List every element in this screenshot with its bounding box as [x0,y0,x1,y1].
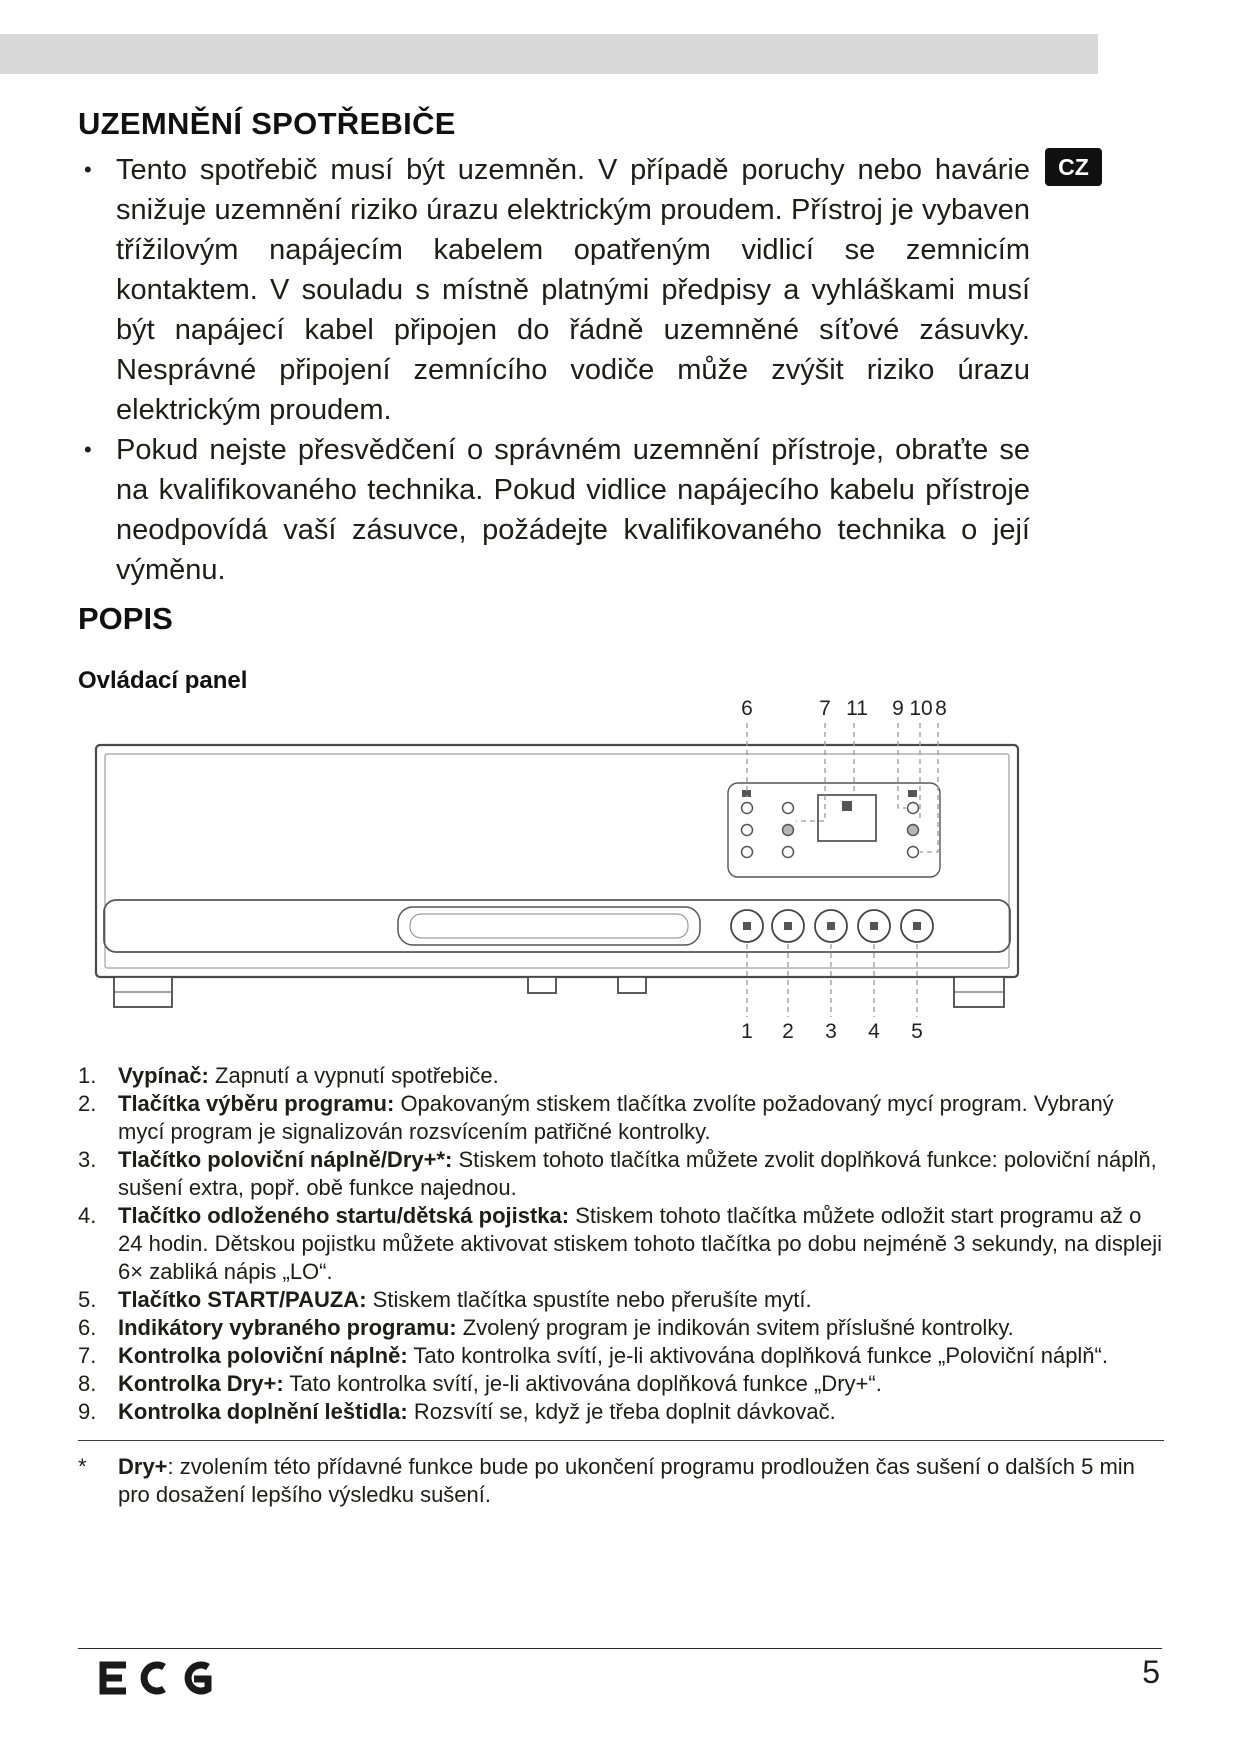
callout-9: 9 [892,697,904,720]
section-title-description: POPIS [78,601,173,636]
list-item-label: Kontrolka poloviční náplně: [118,1343,408,1368]
list-item-number: 4. [78,1203,97,1228]
list-item-number: 6. [78,1315,97,1340]
list-item-label: Kontrolka Dry+: [118,1371,284,1396]
list-item-number: 5. [78,1287,97,1312]
footnote [78,1453,1164,1509]
list-item-label: Tlačítka výběru programu: [118,1091,395,1116]
list-item-number: 9. [78,1399,97,1424]
callout-8: 8 [935,697,947,720]
list-item-label: Vypínač: [118,1063,209,1088]
bullet-text: Tento spotřebič musí být uzemněn. V případě poruchy nebo havárie snižuje uzemnění riziko úrazu elektrickým proudem. Přístroj je vybaven třížilovým napájecím kabelem opatřeným vidlicí se zemnicím kontaktem. V souladu s místně platnými předpisy a vyhláškami musí být napájecí kabel připojen do řádně uzemněné síťové zásuvky. Nesprávné připojení zemnícího vodiče může zvýšit riziko úrazu elektrickým proudem. [116,154,1030,426]
callout-5: 5 [911,1020,923,1043]
footnote-divider [78,1440,1164,1441]
list-item-text: Tato kontrolka svítí, je-li aktivována doplňková funkce „Dry+“. [289,1371,882,1396]
list-item-text: Zapnutí a vypnutí spotřebiče. [215,1063,499,1088]
list-item [78,1202,1164,1286]
footnote-marker: * [78,1454,87,1479]
list-item-text: Zvolený program je indikován svitem příslušné kontrolky. [462,1315,1014,1340]
grounding-bullets [78,150,1030,590]
list-item-text: Stiskem tohoto tlačítka můžete odložit start programu až o 24 hodin. Dětskou pojistku můžete aktivovat stiskem tohoto tlačítka po dobu nejméně 3 sekundy, na displeji 6× zabliká nápis „LO“. [118,1203,1162,1284]
callout-1: 1 [741,1020,753,1043]
footer-divider [78,1648,1162,1649]
callout-11: 11 [846,697,868,720]
list-item-text: Opakovaným stiskem tlačítka zvolíte požadovaný mycí program. Vybraný mycí program je signalizován rozsvícením patřičné kontrolky. [118,1091,1114,1144]
list-item [78,1370,1164,1398]
panel-outline [96,745,1018,977]
header-bar [0,34,1098,74]
footnote-text: : zvolením této přídavné funkce bude po ukončení programu prodloužen čas sušení o dalších 5 min pro dosažení lepšího výsledku sušení. [118,1454,1135,1507]
list-item-number: 7. [78,1343,97,1368]
bullet-text: Pokud nejste přesvědčení o správném uzemnění přístroje, obraťte se na kvalifikovaného technika. Pokud vidlice napájecího kabelu přístroje neodpovídá vaší zásuvce, požádejte kvalifikovaného technika o její výměnu. [116,434,1030,586]
list-item-label: Tlačítko START/PAUZA: [118,1287,367,1312]
list-item-label: Indikátory vybraného programu: [118,1315,457,1340]
list-item [78,1342,1164,1370]
list-item [78,1090,1164,1146]
list-item-number: 2. [78,1091,97,1116]
list-item-label: Kontrolka doplnění leštidla: [118,1399,408,1424]
list-item-text: Rozsvítí se, když je třeba doplnit dávkovač. [413,1399,836,1424]
bullet-item [78,430,1030,590]
section-title-grounding: UZEMNĚNÍ SPOTŘEBIČE [78,106,456,141]
list-item-label: Tlačítko odloženého startu/dětská pojistka: [118,1203,570,1228]
description-list [78,1062,1164,1509]
list-item-label: Tlačítko poloviční náplně/Dry+*: [118,1147,453,1172]
list-item-number: 8. [78,1371,97,1396]
list-item-number: 3. [78,1147,97,1172]
bullet-dot: • [84,157,92,182]
list-item-text: Stiskem tohoto tlačítka můžete zvolit doplňková funkce: poloviční náplň, sušení extra, popř. obě funkce najednou. [118,1147,1157,1200]
footnote-label: Dry+ [118,1454,168,1479]
list-item [78,1398,1164,1426]
bullet-dot: • [84,437,92,462]
list-item-number: 1. [78,1063,97,1088]
callout-7: 7 [819,697,831,720]
list-item [78,1314,1164,1342]
panel-feet [114,977,1004,1007]
ecg-logo-icon [92,1658,222,1698]
list-item-text: Tato kontrolka svítí, je-li aktivována doplňková funkce „Poloviční náplň“. [413,1343,1108,1368]
brand-logo [92,1658,222,1703]
list-item-text: Stiskem tlačítka spustíte nebo přerušíte mytí. [372,1287,812,1312]
callout-6: 6 [741,697,753,720]
control-panel-diagram [80,693,1040,1053]
callout-10: 10 [909,697,933,720]
page-number: 5 [1142,1654,1160,1690]
subsection-title-control-panel: Ovládací panel [78,667,248,694]
callout-3: 3 [825,1020,837,1043]
list-item [78,1062,1164,1090]
language-badge: CZ [1045,148,1102,186]
callout-2: 2 [782,1020,794,1043]
bullet-item [78,150,1030,430]
callout-4: 4 [868,1020,880,1043]
list-item [78,1286,1164,1314]
list-item [78,1146,1164,1202]
